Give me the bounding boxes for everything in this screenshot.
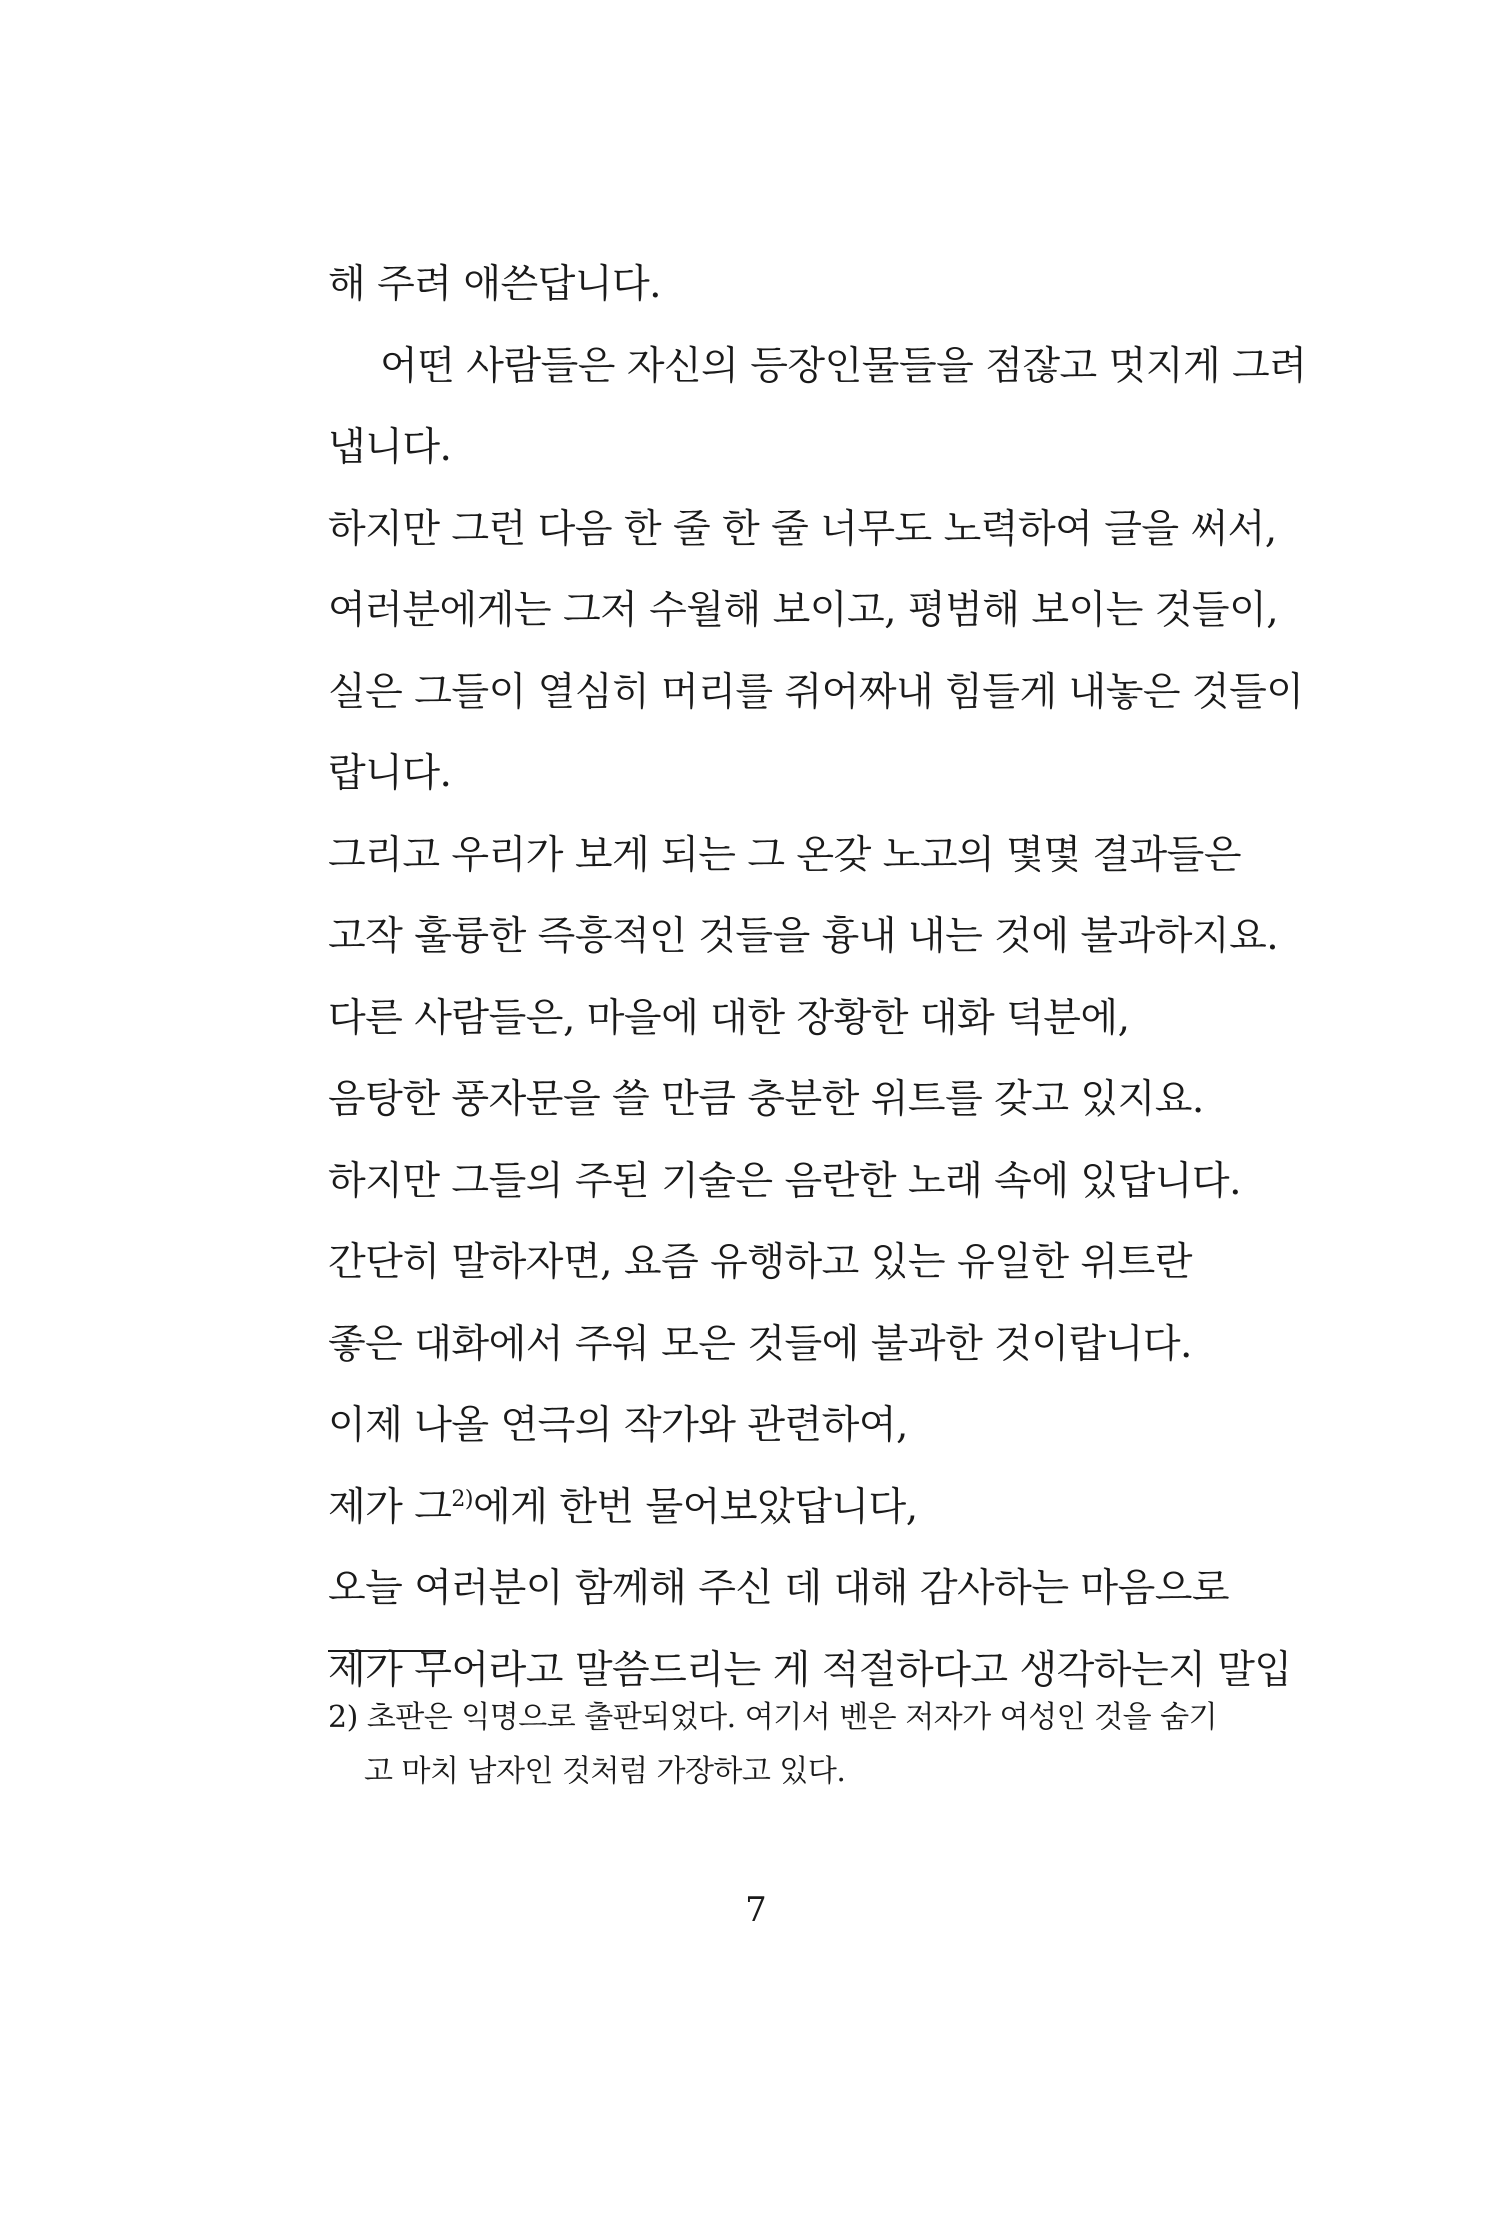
text-line: 좋은 대화에서 주워 모은 것들에 불과한 것이랍니다. [328,1321,1192,1367]
text-line: 고작 훌륭한 즉흥적인 것들을 흉내 내는 것에 불과하지요. [328,914,1279,959]
text-segment: 제가 그 [328,1484,452,1530]
footnote-line: 고 마치 남자인 것처럼 가장하고 있다. [364,1754,846,1789]
text-line-with-footnote-ref [328,1467,1268,1549]
footnote [328,1691,1268,1799]
text-line: 해 주려 애쓴답니다. [328,262,662,307]
text-line: 어떤 사람들은 자신의 등장인물들을 점잖고 멋지게 그려 [380,343,1307,389]
text-line: 간단히 말하자면, 요즘 유행하고 있는 유일한 위트란 [328,1240,1192,1285]
text-line: 제가 무어라고 말씀드리는 게 적절하다고 생각하는지 말입 [328,1647,1292,1693]
text-line: 오늘 여러분이 함께해 주신 데 대해 감사하는 마음으로 [328,1566,1230,1611]
footnote-reference: 2) [451,1486,474,1512]
text-line: 그리고 우리가 보게 되는 그 온갖 노고의 몇몇 결과들은 [328,832,1242,878]
text-segment: 에게 한번 물어보았답니다, [473,1484,918,1530]
text-line: 이제 나올 연극의 작가와 관련하여, [328,1403,908,1448]
page-number: 7 [745,1890,767,1930]
body-text [328,244,1307,1711]
text-line: 다른 사람들은, 마을에 대한 장황한 대화 덕분에, [328,995,1130,1041]
text-line: 여러분에게는 그저 수월해 보이고, 평범해 보이는 것들이, [328,588,1279,633]
text-line: 하지만 그런 다음 한 줄 한 줄 너무도 노력하여 글을 써서, [328,506,1277,552]
text-line: 실은 그들이 열심히 머리를 쥐어짜내 힘들게 내놓은 것들이 [328,669,1304,715]
text-line: 냅니다. [328,425,452,470]
footnote-divider [328,1650,446,1652]
text-line: 랍니다. [328,751,452,796]
text-line: 하지만 그들의 주된 기술은 음란한 노래 속에 있답니다. [328,1158,1242,1204]
text-line: 음탕한 풍자문을 쓸 만큼 충분한 위트를 갖고 있지요. [328,1077,1204,1122]
footnote-line: 2) 초판은 익명으로 출판되었다. 여기서 벤은 저자가 여성인 것을 숨기 [328,1700,1218,1735]
